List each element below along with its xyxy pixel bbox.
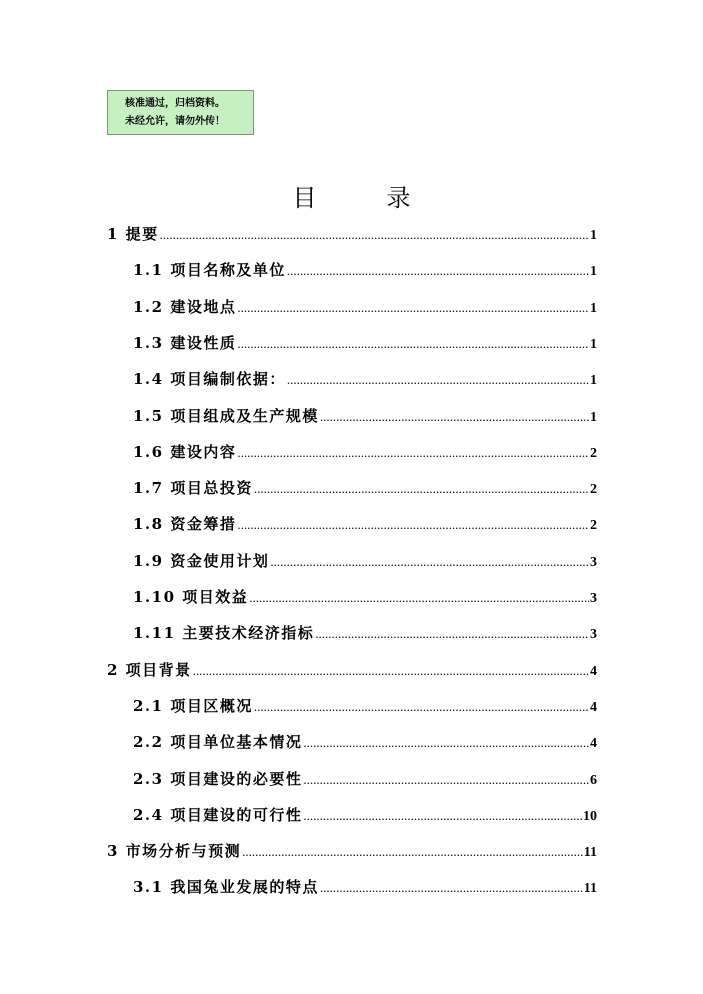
toc-entry-label: 2.2 项目单位基本情况 — [133, 733, 303, 752]
toc-entry-label: 1.3 建设性质 — [133, 333, 237, 352]
toc-entry-label: 3.1 我国兔业发展的特点 — [133, 878, 319, 897]
toc-entry-row — [133, 804, 597, 828]
toc-entry[interactable] — [0, 368, 703, 390]
toc-entry-label: 1.7 项目总投资 — [133, 479, 253, 498]
toc-leader-dots — [320, 877, 583, 899]
toc-entry-page-number: 1 — [590, 264, 597, 280]
toc-entry-page-number: 1 — [590, 409, 597, 425]
toc-entry-row — [133, 622, 597, 646]
toc-entry-page-number: 4 — [590, 699, 597, 715]
toc-entry[interactable] — [0, 296, 703, 318]
toc-entry[interactable] — [0, 840, 703, 862]
toc-entry-row — [107, 223, 597, 247]
toc-entry-page-number: 1 — [590, 336, 597, 352]
toc-leader-dots — [315, 623, 589, 645]
toc-entry[interactable] — [0, 695, 703, 717]
toc-entry[interactable] — [0, 441, 703, 463]
toc-entry-row — [107, 659, 597, 683]
toc-entry-row — [133, 550, 597, 574]
toc-entry-label: 1.1 项目名称及单位 — [133, 261, 286, 280]
toc-leader-dots — [254, 696, 589, 718]
toc-entry-page-number: 2 — [590, 445, 597, 461]
toc-entry[interactable] — [0, 332, 703, 354]
toc-entry-row — [133, 296, 597, 320]
toc-entry-label: 1.2 建设地点 — [133, 297, 237, 316]
toc-entry-row — [133, 368, 597, 392]
toc-entry-page-number: 11 — [583, 881, 597, 897]
toc-entry-label: 1.6 建设内容 — [133, 442, 237, 461]
toc-entry-page-number: 2 — [590, 518, 597, 534]
toc-leader-dots — [254, 478, 589, 500]
toc-entry-row — [133, 731, 597, 755]
toc-leader-dots — [303, 805, 582, 827]
toc-leader-dots — [270, 551, 589, 573]
toc-leader-dots — [237, 333, 589, 355]
toc-leader-dots — [249, 587, 589, 609]
toc-title: 目录 — [292, 184, 481, 212]
toc-entry-row — [133, 259, 597, 283]
toc-entry[interactable] — [0, 259, 703, 281]
toc-entry[interactable] — [0, 731, 703, 753]
toc-entry-label: 1.11 主要技术经济指标 — [133, 624, 315, 643]
toc-entry[interactable] — [0, 223, 703, 245]
toc-entry-page-number: 1 — [590, 373, 597, 389]
toc-entry-label: 2.1 项目区概况 — [133, 696, 253, 715]
toc-leader-dots — [287, 369, 589, 391]
toc-leader-dots — [193, 660, 589, 682]
toc-entry-label: 1 提要 — [107, 225, 159, 243]
toc-entry[interactable] — [0, 768, 703, 790]
toc-leader-dots — [287, 260, 589, 282]
toc-entry-label: 2.3 项目建设的必要性 — [133, 769, 303, 788]
toc-leader-dots — [320, 406, 589, 428]
toc-entry[interactable] — [0, 586, 703, 608]
toc-entry-label: 1.10 项目效益 — [133, 588, 249, 606]
toc-entry-page-number: 10 — [583, 808, 597, 824]
toc-leader-dots — [242, 841, 583, 863]
toc-entry-row — [133, 876, 597, 900]
stamp-line-2: 未经允许，请勿外传！ — [125, 116, 225, 127]
toc-entry-page-number: 1 — [590, 300, 597, 316]
toc-entry-page-number: 6 — [590, 772, 597, 788]
toc-entry-label: 1.5 项目组成及生产规模 — [133, 406, 319, 425]
toc-entry[interactable] — [0, 622, 703, 644]
toc-entry-page-number: 4 — [590, 736, 597, 752]
toc-entry-row — [133, 768, 597, 792]
stamp-line-1: 核准通过，归档资料。 — [125, 98, 225, 109]
toc-leader-dots — [303, 732, 589, 754]
toc-entry-row — [133, 441, 597, 465]
toc-leader-dots — [237, 297, 589, 319]
toc-entry-label: 1.9 资金使用计划 — [133, 551, 270, 570]
toc-entry[interactable] — [0, 659, 703, 681]
toc-entry[interactable] — [0, 876, 703, 898]
toc-entry-row — [107, 840, 597, 864]
toc-entry-page-number: 11 — [583, 845, 597, 861]
toc-entry-label: 2.4 项目建设的可行性 — [133, 805, 303, 824]
toc-entry-row — [133, 513, 597, 537]
toc-entry-page-number: 1 — [590, 228, 597, 243]
toc-leader-dots — [237, 442, 589, 464]
toc-entry[interactable] — [0, 477, 703, 499]
toc-leader-dots — [237, 514, 589, 536]
toc-leader-dots — [160, 224, 589, 246]
toc-leader-dots — [303, 769, 589, 791]
toc-entry-row — [133, 586, 597, 610]
toc-entry-row — [133, 477, 597, 501]
toc-entry-page-number: 4 — [590, 663, 597, 679]
toc-entry-page-number: 3 — [590, 627, 597, 643]
toc-entry-label: 1.4 项目编制依据： — [133, 370, 286, 389]
toc-entry-row — [133, 332, 597, 356]
toc-entry-label: 1.8 资金筹措 — [133, 515, 237, 534]
toc-entry[interactable] — [0, 550, 703, 572]
toc-entry-page-number: 3 — [590, 554, 597, 570]
toc-entry[interactable] — [0, 513, 703, 535]
approval-stamp — [107, 90, 254, 135]
toc-entry[interactable] — [0, 405, 703, 427]
toc-entry-label: 3 市场分析与预测 — [107, 842, 242, 861]
toc-entry-row — [133, 695, 597, 719]
toc-entry-row — [133, 405, 597, 429]
toc-entry-page-number: 3 — [590, 591, 597, 606]
toc-entry-label: 2 项目背景 — [107, 660, 192, 679]
toc-entry[interactable] — [0, 804, 703, 826]
toc-entry-page-number: 2 — [590, 482, 597, 498]
